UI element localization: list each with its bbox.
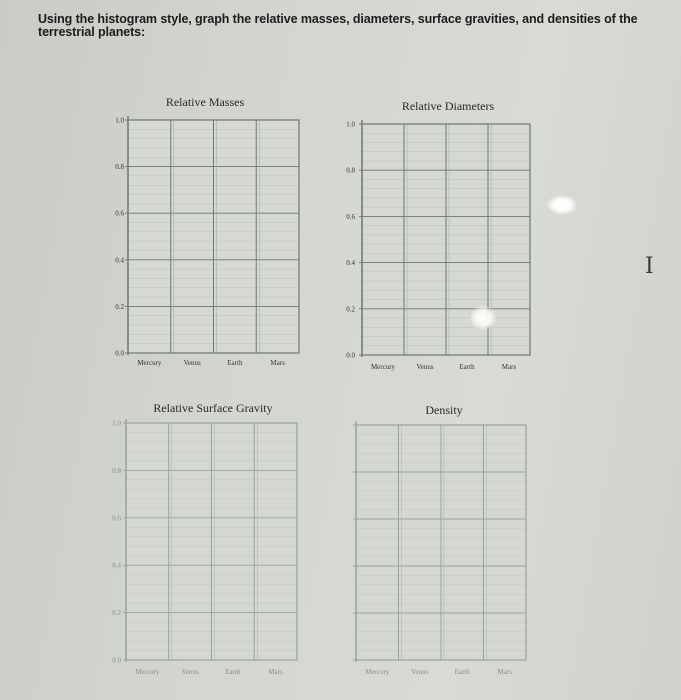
y-tick-label: 1.0 xyxy=(346,120,355,129)
x-category-label: Venus xyxy=(183,359,201,367)
y-tick-label: 0.6 xyxy=(346,212,355,221)
x-category-label: Earth xyxy=(225,668,241,676)
light-glare xyxy=(547,195,577,215)
x-category-label: Mercury xyxy=(135,668,160,676)
x-category-label: Mars xyxy=(270,359,285,367)
y-tick-label: 0.2 xyxy=(346,305,355,314)
x-category-label: Venus xyxy=(181,668,199,676)
y-tick-label: 0.4 xyxy=(112,561,121,570)
x-category-label: Mercury xyxy=(370,363,396,371)
chart-title-relative-surface-gravity: Relative Surface Gravity xyxy=(153,401,273,415)
x-category-label: Venus xyxy=(411,668,429,676)
y-tick-label: 0.8 xyxy=(115,163,124,172)
x-category-label: Mercury xyxy=(365,668,390,676)
y-tick-label: 1.0 xyxy=(115,116,124,125)
x-category-label: Mars xyxy=(497,668,512,676)
y-tick-label: 0.2 xyxy=(112,609,121,618)
x-category-label: Earth xyxy=(459,363,475,371)
y-tick-label: 0.6 xyxy=(115,209,124,218)
y-tick-label: 0.6 xyxy=(112,514,121,523)
y-tick-label: 0.8 xyxy=(112,466,121,475)
x-category-label: Earth xyxy=(227,359,243,367)
chart-title-relative-diameters: Relative Diameters xyxy=(401,99,495,113)
y-tick-label: 0.0 xyxy=(115,349,124,358)
y-tick-label: 0.2 xyxy=(115,302,124,311)
y-tick-label: 1.0 xyxy=(112,419,121,428)
x-category-label: Mars xyxy=(268,668,283,676)
x-category-label: Venus xyxy=(416,363,434,371)
chart-title-relative-masses: Relative Masses xyxy=(165,95,245,109)
y-tick-label: 0.0 xyxy=(346,351,355,360)
instruction-text: Using the histogram style, graph the relative masses, diameters, surface gravities, and densities of the terrestrial planets: xyxy=(38,12,638,39)
x-category-label: Mercury xyxy=(137,359,162,367)
text-cursor-icon: I xyxy=(645,254,654,279)
y-tick-label: 0.8 xyxy=(346,166,355,175)
y-tick-label: 0.4 xyxy=(115,256,124,265)
y-tick-label: 0.0 xyxy=(112,656,121,665)
y-tick-label: 0.4 xyxy=(346,259,355,268)
chart-title-density: Density xyxy=(425,403,463,417)
x-category-label: Earth xyxy=(454,668,470,676)
light-glare xyxy=(470,306,496,330)
x-category-label: Mars xyxy=(501,363,517,371)
